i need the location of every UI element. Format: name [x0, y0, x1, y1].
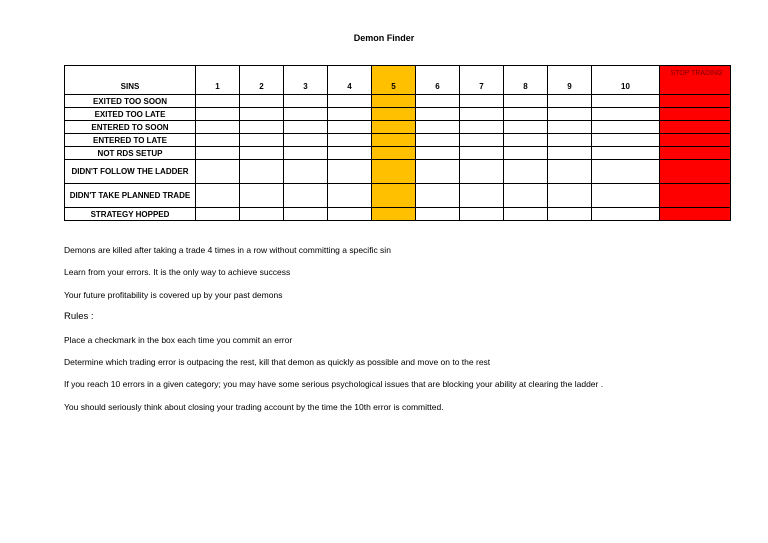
sin-label: DIDN'T TAKE PLANNED TRADE: [65, 184, 196, 208]
checkmark-cell[interactable]: [372, 208, 416, 221]
checkmark-cell[interactable]: [592, 160, 660, 184]
checkmark-cell[interactable]: [504, 121, 548, 134]
checkmark-cell[interactable]: [592, 134, 660, 147]
stop-trading-cell[interactable]: [660, 95, 731, 108]
sins-header: SINS: [65, 66, 196, 95]
checkmark-cell[interactable]: [548, 208, 592, 221]
checkmark-cell[interactable]: [196, 108, 240, 121]
checkmark-cell[interactable]: [372, 147, 416, 160]
checkmark-cell[interactable]: [504, 108, 548, 121]
checkmark-cell[interactable]: [284, 121, 328, 134]
sin-label: ENTERED TO LATE: [65, 134, 196, 147]
table-row: [65, 95, 731, 108]
column-header-2: 2: [240, 66, 284, 95]
table-row: [65, 208, 731, 221]
checkmark-cell[interactable]: [416, 108, 460, 121]
checkmark-cell[interactable]: [460, 208, 504, 221]
stop-trading-cell[interactable]: [660, 121, 731, 134]
checkmark-cell[interactable]: [240, 160, 284, 184]
checkmark-cell[interactable]: [460, 108, 504, 121]
column-header-9: 9: [548, 66, 592, 95]
checkmark-cell[interactable]: [328, 121, 372, 134]
table-row: [65, 121, 731, 134]
checkmark-cell[interactable]: [196, 147, 240, 160]
checkmark-cell[interactable]: [416, 160, 460, 184]
checkmark-cell[interactable]: [328, 160, 372, 184]
checkmark-cell[interactable]: [416, 134, 460, 147]
checkmark-cell[interactable]: [196, 184, 240, 208]
checkmark-cell[interactable]: [328, 95, 372, 108]
checkmark-cell[interactable]: [460, 184, 504, 208]
note-line: Your future profitability is covered up by your past demons: [64, 289, 283, 300]
checkmark-cell[interactable]: [548, 134, 592, 147]
notes-section: [64, 243, 603, 422]
note-line: Learn from your errors. It is the only way to achieve success: [64, 267, 291, 278]
checkmark-cell[interactable]: [284, 108, 328, 121]
stop-trading-header: STOP TRADING: [660, 66, 731, 95]
checkmark-cell[interactable]: [548, 184, 592, 208]
checkmark-cell[interactable]: [284, 160, 328, 184]
table-row: [65, 108, 731, 121]
checkmark-cell[interactable]: [372, 121, 416, 134]
checkmark-cell[interactable]: [284, 95, 328, 108]
stop-trading-cell[interactable]: [660, 184, 731, 208]
checkmark-cell[interactable]: [240, 134, 284, 147]
checkmark-cell[interactable]: [416, 184, 460, 208]
stop-trading-cell[interactable]: [660, 147, 731, 160]
checkmark-cell[interactable]: [372, 95, 416, 108]
checkmark-cell[interactable]: [416, 208, 460, 221]
checkmark-cell[interactable]: [592, 95, 660, 108]
checkmark-cell[interactable]: [284, 147, 328, 160]
column-header-8: 8: [504, 66, 548, 95]
checkmark-cell[interactable]: [592, 184, 660, 208]
sin-label: NOT RDS SETUP: [65, 147, 196, 160]
checkmark-cell[interactable]: [504, 184, 548, 208]
checkmark-cell[interactable]: [196, 160, 240, 184]
checkmark-cell[interactable]: [460, 160, 504, 184]
sin-label: DIDN'T FOLLOW THE LADDER: [65, 160, 196, 184]
checkmark-cell[interactable]: [196, 95, 240, 108]
column-header-10: 10: [592, 66, 660, 95]
checkmark-cell[interactable]: [372, 184, 416, 208]
stop-trading-cell[interactable]: [660, 208, 731, 221]
checkmark-cell[interactable]: [548, 160, 592, 184]
checkmark-cell[interactable]: [504, 147, 548, 160]
note-line: If you reach 10 errors in a given category; you may have some serious psychological issues that are blocking your ability at clearing the ladder .: [64, 379, 604, 390]
checkmark-cell[interactable]: [240, 108, 284, 121]
checkmark-cell[interactable]: [548, 121, 592, 134]
checkmark-cell[interactable]: [240, 184, 284, 208]
table-row: [65, 184, 731, 208]
checkmark-cell[interactable]: [416, 147, 460, 160]
checkmark-cell[interactable]: [592, 147, 660, 160]
checkmark-cell[interactable]: [240, 147, 284, 160]
table-row: [65, 160, 731, 184]
checkmark-cell[interactable]: [284, 208, 328, 221]
note-line: Place a checkmark in the box each time you commit an error: [64, 334, 293, 345]
checkmark-cell[interactable]: [328, 134, 372, 147]
demon-finder-table: [64, 65, 731, 221]
checkmark-cell[interactable]: [504, 160, 548, 184]
checkmark-cell[interactable]: [548, 95, 592, 108]
sin-label: ENTERED TO SOON: [65, 121, 196, 134]
checkmark-cell[interactable]: [372, 108, 416, 121]
checkmark-cell[interactable]: [284, 184, 328, 208]
sin-label: EXITED TOO LATE: [65, 108, 196, 121]
checkmark-cell[interactable]: [504, 134, 548, 147]
checkmark-cell[interactable]: [328, 108, 372, 121]
stop-trading-cell[interactable]: [660, 134, 731, 147]
note-line: Demons are killed after taking a trade 4 times in a row without committing a specific sin: [64, 245, 391, 255]
document-title: Demon Finder: [353, 33, 415, 43]
stop-trading-cell[interactable]: [660, 160, 731, 184]
checkmark-cell[interactable]: [240, 121, 284, 134]
checkmark-cell[interactable]: [548, 108, 592, 121]
checkmark-cell[interactable]: [416, 95, 460, 108]
table-header-row: [65, 66, 731, 95]
table-row: [65, 147, 731, 160]
checkmark-cell[interactable]: [196, 134, 240, 147]
checkmark-cell[interactable]: [328, 184, 372, 208]
checkmark-cell[interactable]: [460, 147, 504, 160]
checkmark-cell[interactable]: [504, 208, 548, 221]
checkmark-cell[interactable]: [548, 147, 592, 160]
checkmark-cell[interactable]: [460, 95, 504, 108]
column-header-5: 5: [372, 66, 416, 95]
table-row: [65, 134, 731, 147]
checkmark-cell[interactable]: [416, 121, 460, 134]
checkmark-cell[interactable]: [372, 134, 416, 147]
column-header-4: 4: [328, 66, 372, 95]
checkmark-cell[interactable]: [284, 134, 328, 147]
checkmark-cell[interactable]: [592, 121, 660, 134]
sin-label: EXITED TOO SOON: [65, 95, 196, 108]
note-line: Determine which trading error is outpacing the rest, kill that demon as quickly as possible and move on to the rest: [64, 356, 491, 367]
note-line: You should seriously think about closing your trading account by the time the 10th error is committed.: [64, 401, 444, 412]
checkmark-cell[interactable]: [592, 208, 660, 221]
checkmark-cell[interactable]: [460, 121, 504, 134]
checkmark-cell[interactable]: [328, 147, 372, 160]
column-header-3: 3: [284, 66, 328, 95]
checkmark-cell[interactable]: [504, 95, 548, 108]
stop-trading-cell[interactable]: [660, 108, 731, 121]
checkmark-cell[interactable]: [328, 208, 372, 221]
checkmark-cell[interactable]: [196, 121, 240, 134]
checkmark-cell[interactable]: [240, 208, 284, 221]
sin-label: STRATEGY HOPPED: [65, 208, 196, 221]
checkmark-cell[interactable]: [372, 160, 416, 184]
rules-heading: Rules :: [64, 311, 94, 323]
checkmark-cell[interactable]: [240, 95, 284, 108]
checkmark-cell[interactable]: [196, 208, 240, 221]
column-header-7: 7: [460, 66, 504, 95]
column-header-6: 6: [416, 66, 460, 95]
column-header-1: 1: [196, 66, 240, 95]
checkmark-cell[interactable]: [592, 108, 660, 121]
checkmark-cell[interactable]: [460, 134, 504, 147]
